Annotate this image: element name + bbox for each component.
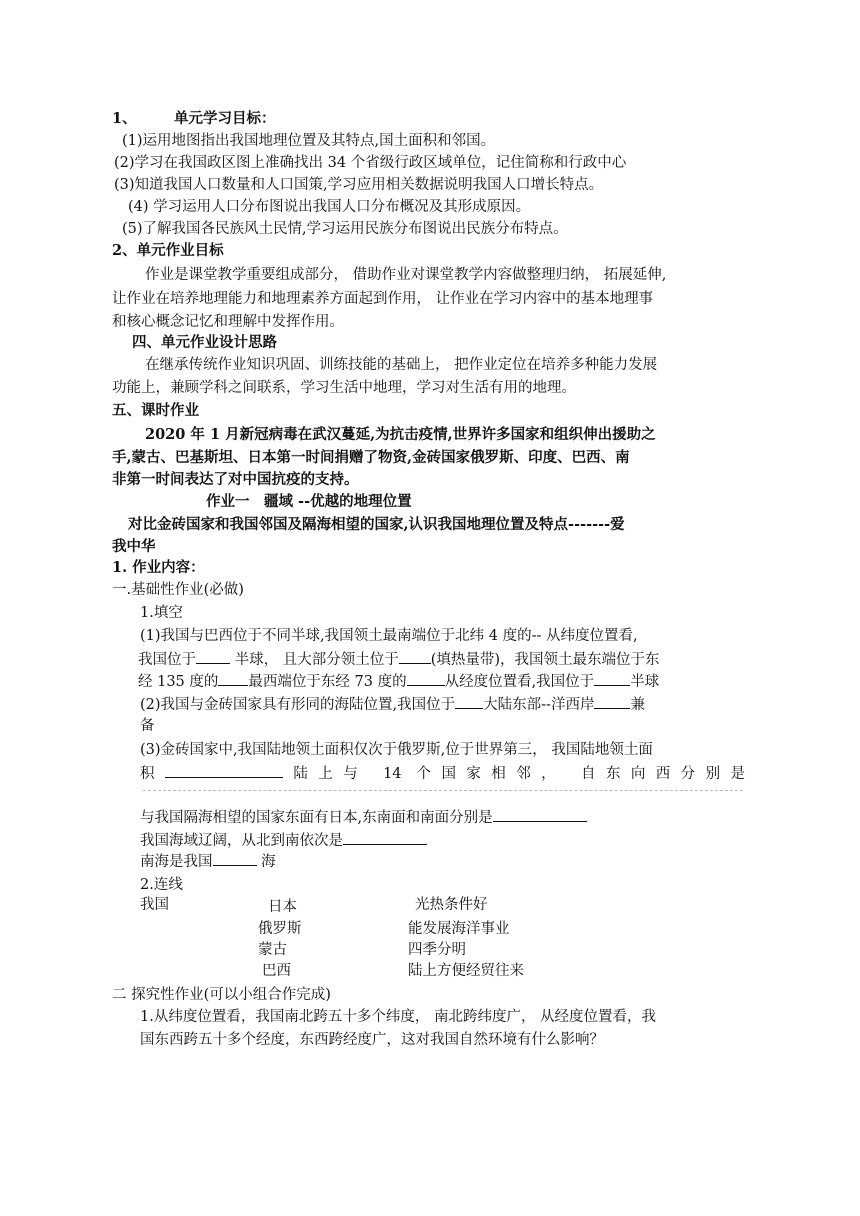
match-country-3[interactable]: 蒙古 xyxy=(258,942,287,958)
blank-sea-neighbors[interactable] xyxy=(493,806,587,822)
match-heading: 2.连线 xyxy=(140,877,183,893)
basic-heading: 一.基础性作业(必做) xyxy=(112,582,244,598)
goal-item-5: (5)了解我国各民族风土民情,学习运用民族分布图说出民族分布特点。 xyxy=(122,221,568,237)
q3-line-1: (3)金砖国家中,我国陆地领土面积仅次于俄罗斯,位于世界第三， 我国陆地领土面 xyxy=(140,742,653,758)
intro-line-2: 手,蒙古、巴基斯坦、日本第一时间捐赠了物资,金砖国家俄罗斯、印度、巴西、南 xyxy=(112,449,630,466)
blank-continent[interactable] xyxy=(455,693,483,709)
q3-line-5: 南海是我国 海 xyxy=(140,850,276,873)
q2-line-2: 备 xyxy=(140,718,155,734)
blank-seas[interactable] xyxy=(343,829,427,845)
explore-q1-line-2: 国东西跨五十多个经度，东西跨经度广，这对我国自然环境有什么影响？ xyxy=(140,1032,604,1048)
q1-line-2: 我国位于 半球， 且大部分领土位于 (填热量带)，我国领土最东端位于东 xyxy=(138,648,660,671)
q3-line-4: 我国海域辽阔，从北到南依次是 xyxy=(140,829,427,852)
goal-item-1: (1)运用地图指出我国地理位置及其特点,国土面积和邻国。 xyxy=(122,133,496,149)
section-4-line-2: 功能上，兼顾学科之间联系，学习生活中地理，学习对生活有用的地理。 xyxy=(112,380,576,396)
blank-west-end[interactable] xyxy=(407,670,445,686)
match-country-2[interactable]: 俄罗斯 xyxy=(258,921,302,937)
section-2-line-1: 作业是课堂教学重要组成部分， 借助作业对课堂教学内容做整理归纳， 拓展延伸, xyxy=(145,267,667,283)
match-feature-1[interactable]: 光热条件好 xyxy=(415,897,488,913)
explore-q1-line-1: 1.从纬度位置看，我国南北跨五十多个纬度， 南北跨纬度广， 从经度位置看，我 xyxy=(140,1009,657,1025)
task-title: 作业一 疆域 --优越的地理位置 xyxy=(206,493,412,510)
blank-land-area[interactable] xyxy=(165,762,283,778)
goal-item-2: (2)学习在我国政区图上准确找出 34 个省级行政区域单位，记住简称和行政中心 xyxy=(114,155,627,171)
section-4-heading: 四、单元作业设计思路 xyxy=(132,334,277,351)
task-desc-line-1: 对比金砖国家和我国邻国及隔海相望的国家,认识我国地理位置及特点-------爱 xyxy=(128,516,625,533)
section-2-heading: 2、单元作业目标 xyxy=(112,242,224,259)
blank-hemisphere-ew[interactable] xyxy=(594,670,630,686)
match-feature-4[interactable]: 陆上方便经贸往来 xyxy=(408,963,524,979)
section-4-line-1: 在继承传统作业知识巩固、训练技能的基础上， 把作业定位在培养多种能力发展 xyxy=(145,357,658,373)
intro-line-1: 2020 年 1 月新冠病毒在武汉蔓延,为抗击疫情,世界许多国家和组织伸出援助之 xyxy=(145,426,656,443)
intro-line-3: 非第一时间表达了对中国抗疫的支持。 xyxy=(112,471,359,488)
section-1-number: 1、 xyxy=(112,110,137,127)
blank-hemisphere-ns[interactable] xyxy=(196,648,230,664)
match-feature-2[interactable]: 能发展海洋事业 xyxy=(408,921,510,937)
match-country-4[interactable]: 巴西 xyxy=(262,963,291,979)
explore-heading: 二 探究性作业(可以小组合作完成) xyxy=(112,987,331,1003)
goal-item-4: (4) 学习运用人口分布图说出我国人口分布概况及其形成原因。 xyxy=(128,199,531,215)
q3-line-3: 与我国隔海相望的国家东面有日本,东南面和南面分别是 xyxy=(140,806,587,829)
section-2-line-3: 和核心概念记忆和理解中发挥作用。 xyxy=(112,314,344,330)
blank-south-sea[interactable] xyxy=(213,850,257,866)
q3-line-2: 积 陆上与 14 个国家相邻， 自东向西分别是 xyxy=(140,762,745,785)
goal-item-3: (3)知道我国人口数量和人口国策,学习应用相关数据说明我国人口增长特点。 xyxy=(114,177,604,193)
section-2-line-2: 让作业在培养地理能力和地理素养方面起到作用， 让作业在学习内容中的基本地理事 xyxy=(112,291,654,307)
blank-ocean[interactable] xyxy=(594,693,630,709)
match-country-1[interactable]: 日本 xyxy=(268,899,297,915)
content-heading: 1. 作业内容： xyxy=(112,559,205,576)
match-feature-3[interactable]: 四季分明 xyxy=(408,942,466,958)
q1-line-3: 经 135 度的 最西端位于东经 73 度的 从经度位置看,我国位于 半球 xyxy=(138,670,659,693)
section-1-heading: 单元学习目标： xyxy=(174,110,276,127)
blank-heat-zone[interactable] xyxy=(399,648,431,664)
dashed-answer-line xyxy=(143,790,743,791)
fill-heading: 1.填空 xyxy=(140,605,183,621)
task-desc-line-2: 我中华 xyxy=(112,538,156,555)
q2-line-1: (2)我国与金砖国家具有形同的海陆位置,我国位于 大陆东部--洋西岸 兼 xyxy=(140,693,645,716)
blank-east-end[interactable] xyxy=(218,670,248,686)
q1-line-1: (1)我国与巴西位于不同半球,我国领土最南端位于北纬 4 度的-- 从纬度位置看, xyxy=(140,628,638,644)
section-5-heading: 五、课时作业 xyxy=(112,402,199,419)
match-left-label: 我国 xyxy=(140,897,169,913)
